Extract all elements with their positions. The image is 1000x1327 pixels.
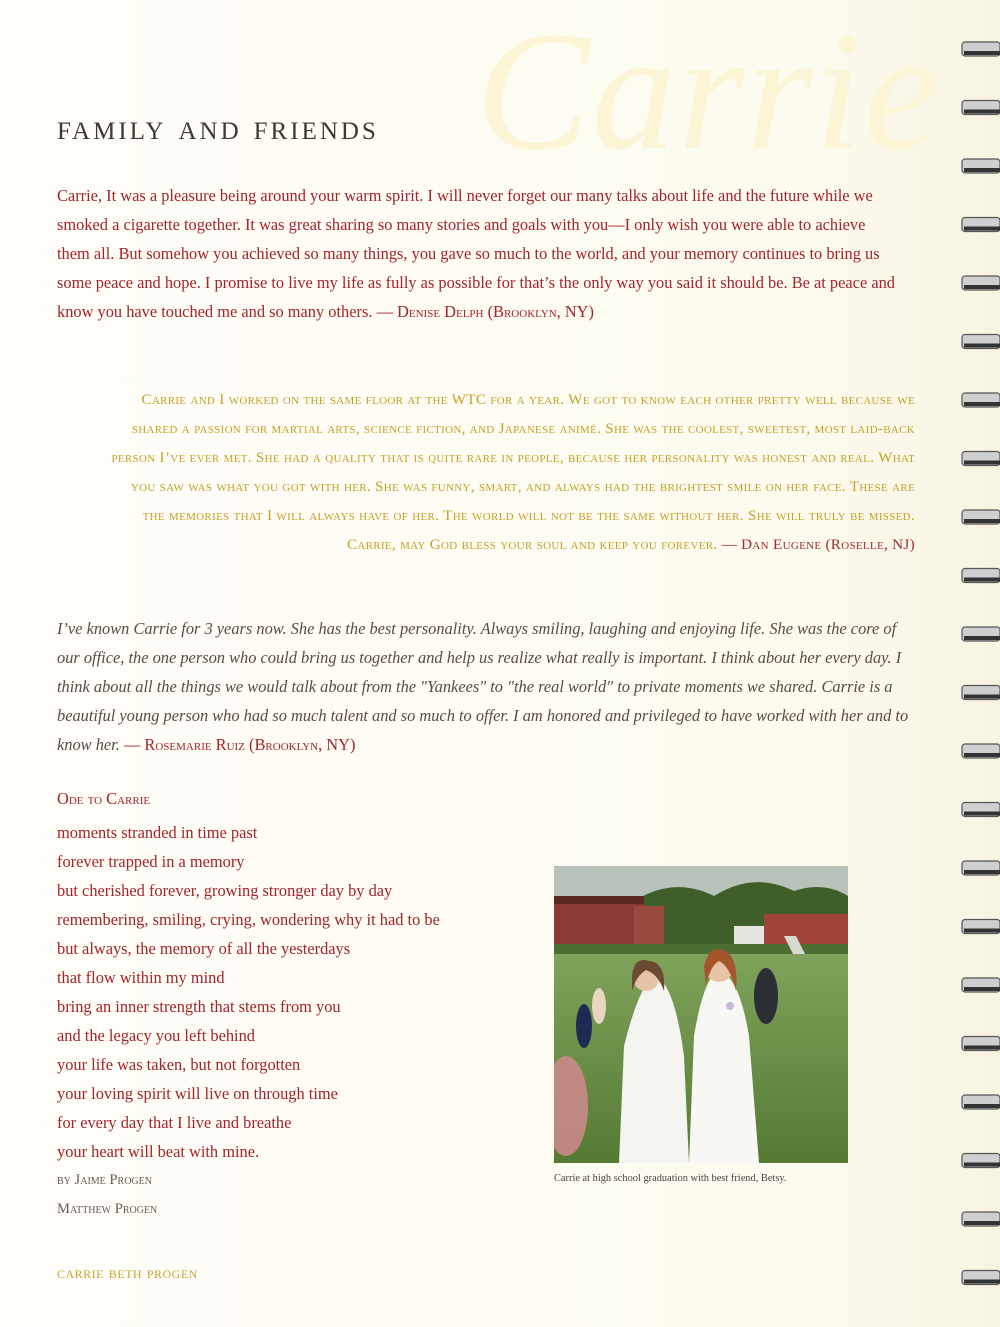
binding-coil	[962, 42, 1000, 56]
poem-line: for every day that I live and breathe	[57, 1113, 292, 1132]
tribute-attribution: — Rosemarie Ruiz (Brooklyn, NY)	[123, 735, 356, 754]
byline-author: Matthew Progen	[57, 1201, 158, 1217]
poem-line: bring an inner strength that stems from you	[57, 997, 341, 1016]
poem-line: forever trapped in a memory	[57, 852, 245, 871]
poem-line: your loving spirit will live on through time	[57, 1084, 338, 1103]
tribute-attribution: — Dan Eugene (Roselle, NJ)	[721, 536, 915, 553]
poem-byline	[57, 1166, 157, 1224]
poem-line: that flow within my mind	[57, 968, 225, 987]
binding-coil	[962, 452, 1000, 466]
poem-line: your heart will beat with mine.	[57, 1142, 260, 1161]
binding-coil	[962, 686, 1000, 700]
tribute-denise-delph	[57, 181, 897, 326]
binding-coil	[962, 1271, 1000, 1285]
tribute-text: I’ve known Carrie for 3 years now. She has the best personality. Always smiling, laughing and enjoying life. She was the core of our office, the one person who could bring us together and help us realize what really is important. I think about her every day. I think about all the things we would talk about from the "Yankees" to "the real world" to private moments we shared. Carrie is a beautiful young person who had so much talent and so much to offer. I am honored and privileged to have worked with her and to know her.	[57, 619, 909, 754]
watermark-name: Carrie	[476, 0, 942, 185]
binding-coil	[962, 1212, 1000, 1226]
binding-coil	[962, 159, 1000, 173]
binding-coil	[962, 510, 1000, 524]
graduation-photo-illustration	[554, 866, 848, 1163]
binding-coil	[962, 803, 1000, 817]
poem-line: and the legacy you left behind	[57, 1026, 255, 1045]
poem-line: your life was taken, but not forgotten	[57, 1055, 301, 1074]
page-title: family and friends	[57, 107, 379, 147]
poem-line: but cherished forever, growing stronger day by day	[57, 881, 393, 900]
binding-coil	[962, 978, 1000, 992]
binding-coil	[962, 101, 1000, 115]
binding-coil	[962, 1095, 1000, 1109]
binding-coil	[962, 627, 1000, 641]
tribute-attribution: — Denise Delph (Brooklyn, NY)	[376, 302, 594, 321]
binding-coil	[962, 744, 1000, 758]
poem-title: Ode to Carrie	[57, 789, 151, 808]
binding-coil	[962, 1154, 1000, 1168]
poem-body	[57, 818, 537, 1166]
binding-coil	[962, 1037, 1000, 1051]
binding-coil	[962, 335, 1000, 349]
tribute-rosemarie-ruiz	[57, 614, 917, 759]
binding-coil	[962, 920, 1000, 934]
binding-coil	[962, 393, 1000, 407]
poem-line: but always, the memory of all the yesterdays	[57, 939, 351, 958]
spiral-binding	[952, 30, 1000, 1320]
photo-caption: Carrie at high school graduation with best friend, Betsy.	[554, 1173, 787, 1184]
tribute-dan-eugene	[105, 385, 915, 559]
tribute-text: Carrie and I worked on the same floor at the WTC for a year. We got to know each other pretty well because we shared a passion for martial arts, science fiction, and Japanese animé. She was the coolest, sweetest, most laid-back person I’ve ever met. She had a quality that is quite rare in people, because her personality was honest and real. What you saw was what you got with her. She was funny, smart, and always had the brightest smile on her face. These are the memories that I will always have of her. The world will not be the same without her. She will truly be missed. Carrie, may God bless your soul and keep you forever.	[111, 391, 915, 553]
binding-coil	[962, 861, 1000, 875]
poem-line: moments stranded in time past	[57, 823, 258, 842]
binding-coil	[962, 276, 1000, 290]
poem-line: remembering, smiling, crying, wondering why it had to be	[57, 910, 440, 929]
footer-name: carrie beth progen	[57, 1263, 198, 1282]
tribute-text: Carrie, It was a pleasure being around your warm spirit. I will never forget our many talks about life and the future while we smoked a cigarette together. It was great sharing so many stories and goals with you—I only wish you were able to achieve them all. But somehow you achieved so many things, you gave so much to the world, and your memory continues to bring us some peace and hope. I promise to live my life as fully as possible for that’s the only way you said it should be. Be at peace and know you have touched me and so many others.	[57, 186, 895, 321]
byline-author: by Jaime Progen	[57, 1172, 152, 1188]
graduation-photo	[554, 866, 848, 1163]
binding-coil	[962, 569, 1000, 583]
binding-coil	[962, 218, 1000, 232]
